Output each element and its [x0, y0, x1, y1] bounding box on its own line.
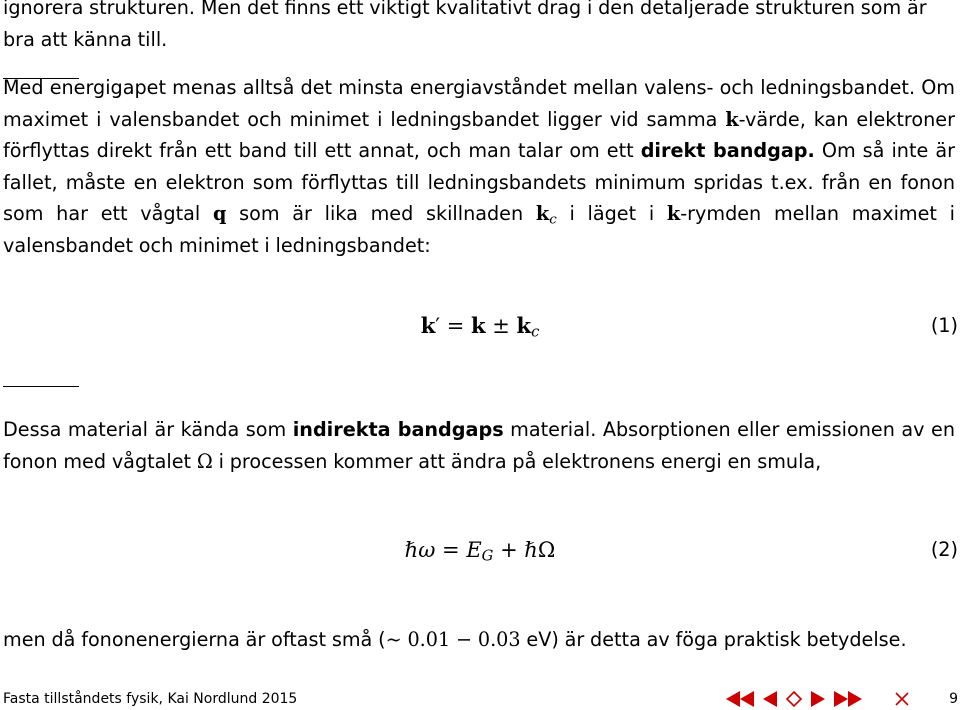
math-symbol: + — [493, 538, 525, 562]
section-divider-bottom — [3, 386, 79, 387]
math-symbol: Ω — [537, 538, 556, 562]
equation-2 — [0, 532, 960, 568]
paragraph-energy-gap — [3, 72, 955, 261]
slide-navigation — [724, 688, 924, 710]
math-symbol: k — [516, 313, 532, 338]
close-icon[interactable] — [892, 688, 912, 710]
text-run: i processen kommer att ändra på elektronens energi en smula, — [212, 449, 822, 473]
math-symbol: = — [440, 314, 471, 338]
math-subscript: G — [481, 547, 494, 565]
math-subscript: c — [531, 323, 540, 341]
text-run: -värde, kan elektroner förflyttas direkt från ett band till ett annat, och man talar om ett — [3, 107, 955, 162]
math-symbol: ′ — [435, 314, 441, 338]
math-symbol: ℏ — [524, 538, 538, 562]
math-symbol: E — [466, 538, 482, 562]
equation-1-body — [0, 308, 960, 344]
text-run: eV) är detta av föga praktisk betydelse. — [520, 628, 907, 651]
math-range: ∼ 0.01 − 0.03 — [385, 628, 521, 651]
page-number: 9 — [949, 691, 958, 707]
text-run: som är lika med skillnaden — [226, 202, 536, 225]
math-subscript: c — [549, 212, 557, 228]
math-symbol: ℏ — [404, 538, 419, 562]
text-run: men då fononenergierna är oftast små ( — [3, 628, 386, 651]
paragraph-conclusion — [3, 624, 955, 656]
math-q-vector: q — [212, 202, 227, 225]
equation-2-body — [0, 532, 960, 568]
first-page-icon[interactable] — [724, 688, 756, 710]
bold-term-indirect-bandgaps: indirekta bandgaps — [292, 418, 504, 441]
math-k-vector: k — [666, 202, 681, 225]
text-run: material. Absorptionen eller emissionen av en fonon med vågtalet — [3, 418, 955, 473]
equation-number-1: (1) — [930, 314, 958, 337]
math-symbol: ± — [485, 314, 517, 338]
equation-1 — [0, 308, 960, 344]
paragraph-indirect — [3, 414, 955, 477]
bold-term-direct-bandgap: direkt bandgap. — [640, 139, 815, 162]
footer-title: Fasta tillståndets fysik, Kai Nordlund 2015 — [3, 691, 298, 707]
math-symbol: = — [435, 538, 467, 562]
paragraph-intro — [3, 0, 955, 55]
math-omega: Ω — [196, 449, 213, 473]
paragraph-intro-line2: bra att känna till. — [3, 27, 168, 51]
math-symbol: ω — [418, 538, 436, 562]
text-run: -rymden mellan maximet i valensbandet och minimet i ledningsbandet: — [3, 202, 955, 257]
math-symbol: k — [420, 313, 436, 338]
last-page-icon[interactable] — [832, 688, 864, 710]
equation-number-2: (2) — [930, 538, 958, 561]
math-symbol: k — [470, 313, 486, 338]
math-k-vector: k — [725, 107, 739, 131]
text-run: Om så inte är fallet, måste en elektron som förflyttas till ledningsbandets minimum spridas t.ex. från en fonon som har ett vågtal — [3, 139, 955, 225]
page-footer — [0, 686, 960, 710]
previous-page-icon[interactable] — [760, 688, 780, 710]
text-run: i läget i — [556, 202, 667, 225]
math-kc-vector: k — [535, 202, 550, 225]
text-run: Dessa material är kända som — [3, 418, 293, 441]
text-run: Med energigapet menas alltså det minsta energiavståndet mellan valens- och ledningsbandet. Om maximet i valensbandet och minimet i ledningsbandet ligger vid samma — [3, 76, 955, 131]
diamond-icon[interactable] — [784, 688, 804, 710]
paragraph-intro-line1: ignorera strukturen. Men det finns ett viktigt kvalitativt drag i den detaljerade strukturen som är — [3, 0, 927, 19]
next-page-icon[interactable] — [808, 688, 828, 710]
